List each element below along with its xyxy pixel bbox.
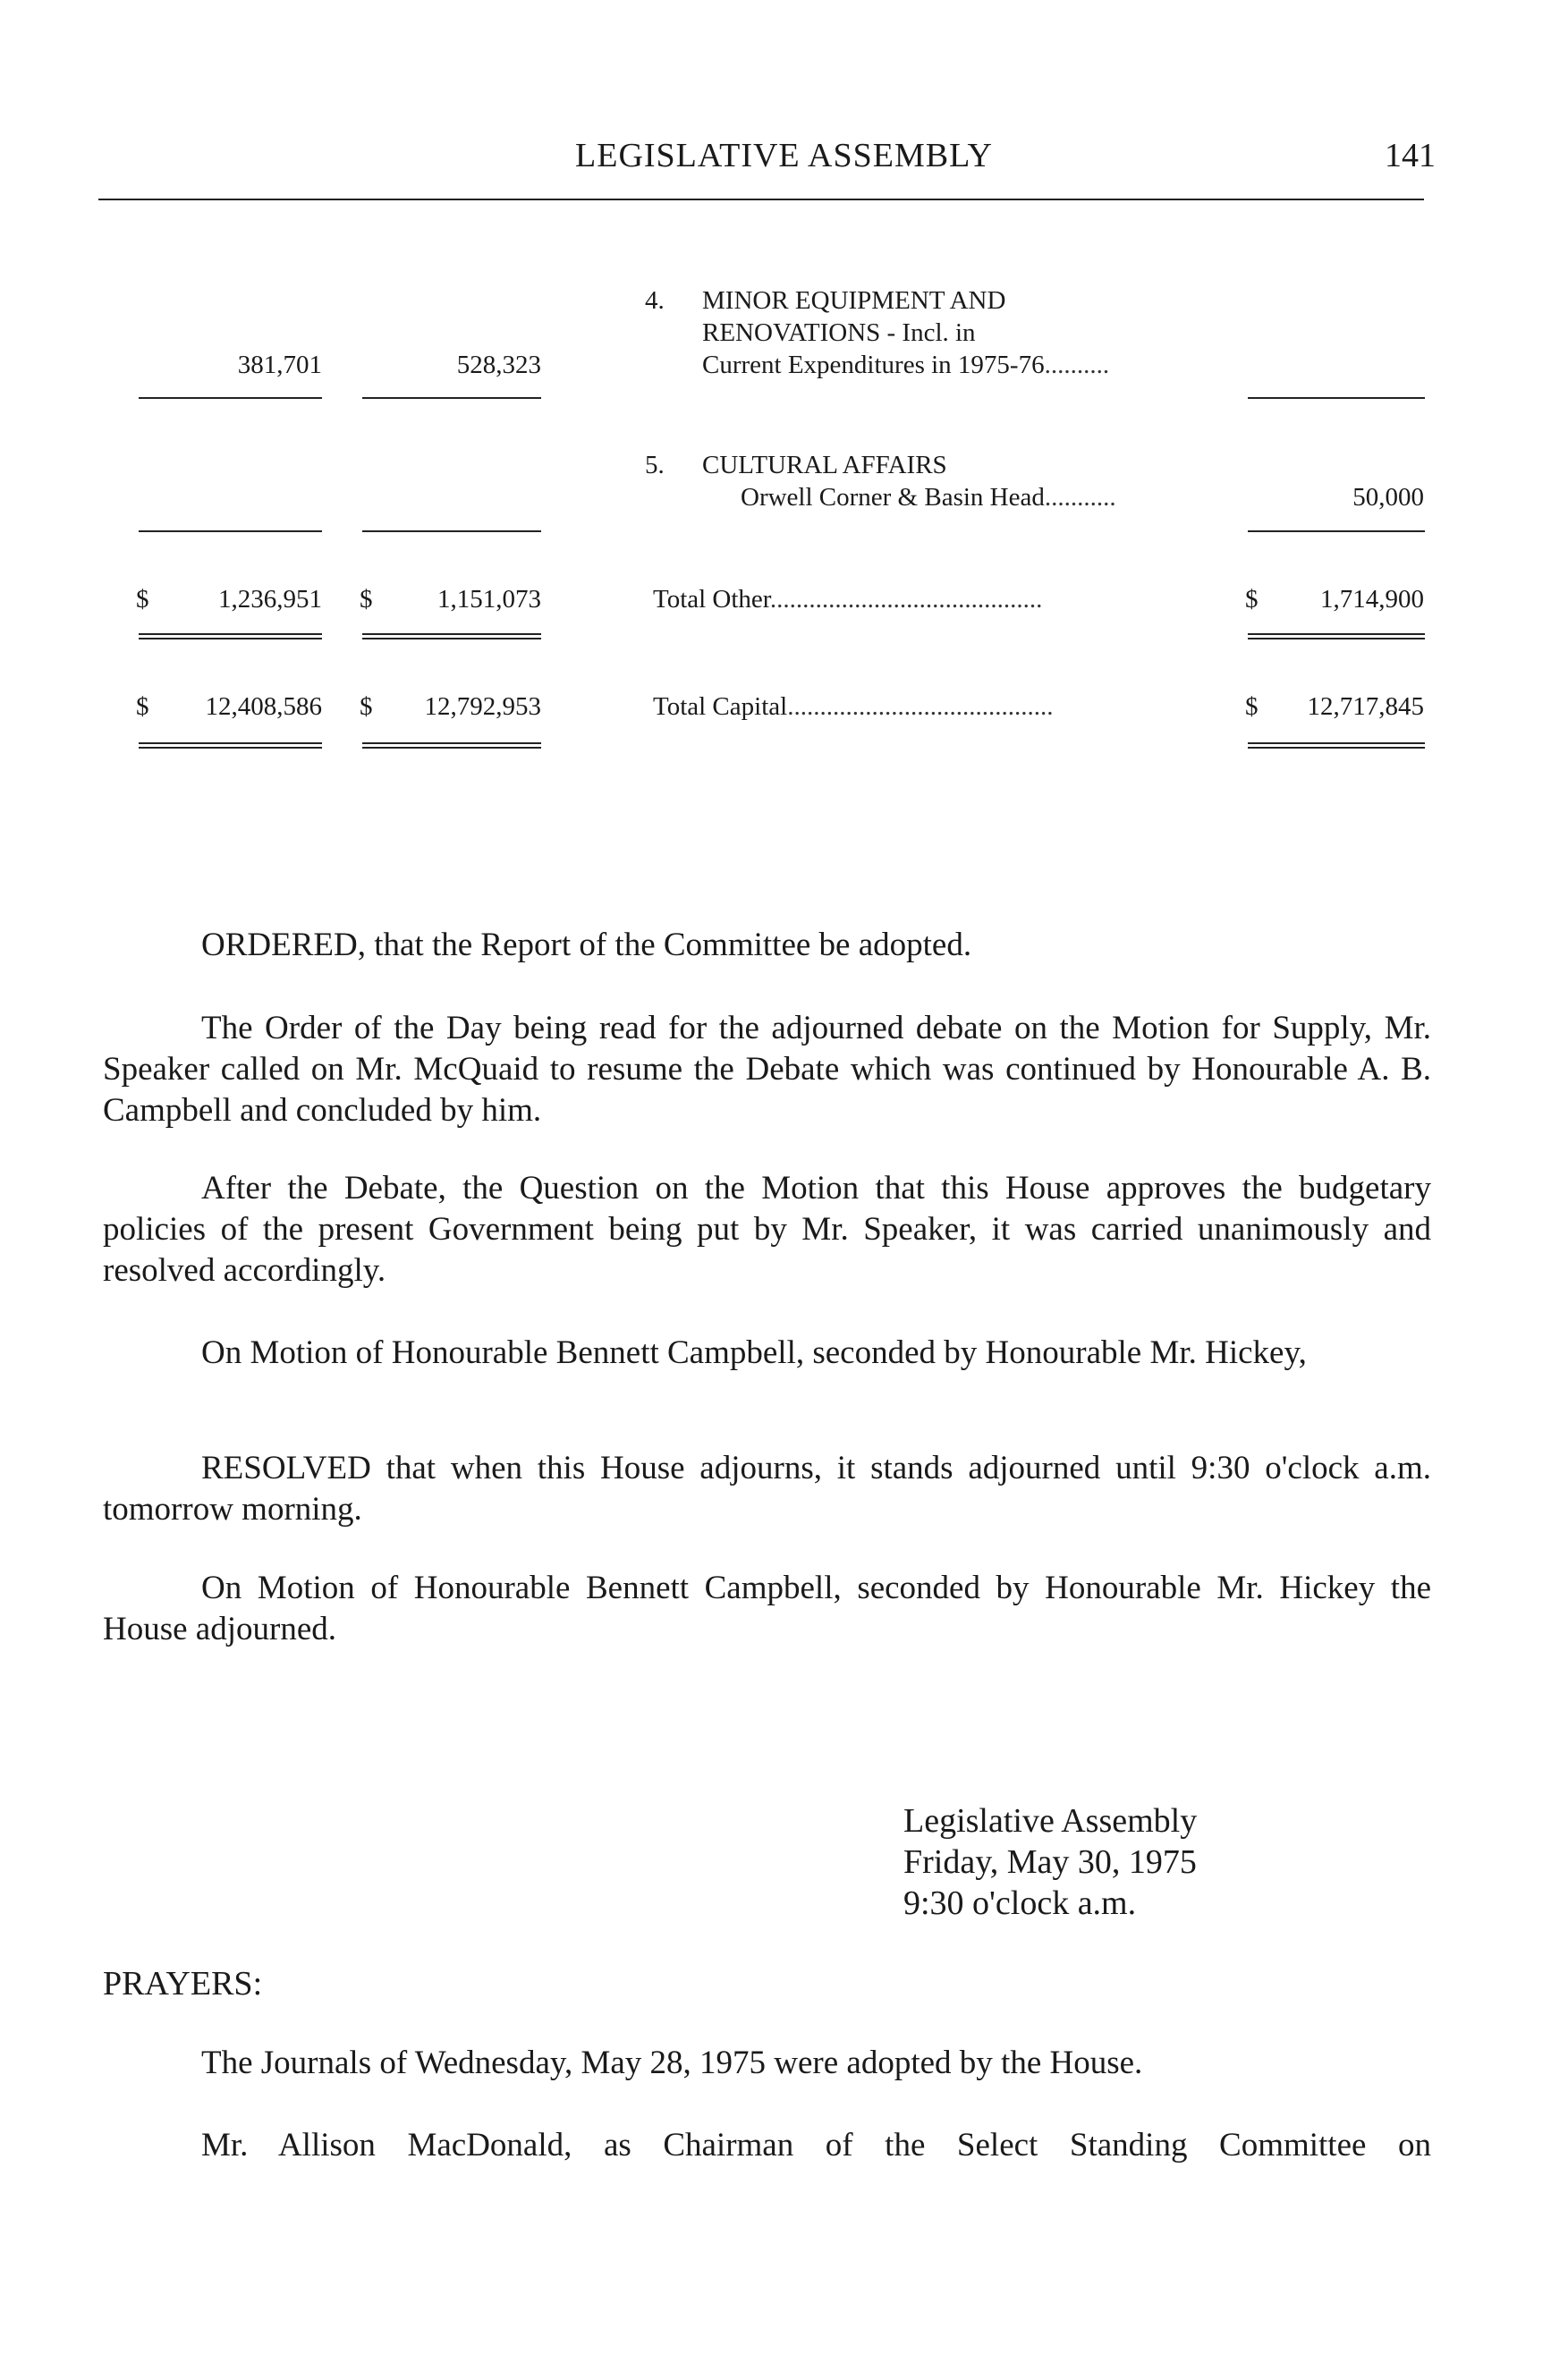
currency-sign: $: [1245, 585, 1259, 614]
item-5-number: 5.: [645, 451, 665, 479]
total-capital-col2: 12,792,953: [424, 692, 541, 721]
item-5-line1: CULTURAL AFFAIRS: [702, 451, 947, 479]
currency-sign: $: [360, 692, 373, 721]
rule-col3: [1248, 397, 1425, 399]
total-capital-label: Total Capital.........................................: [653, 692, 1054, 721]
rule-col1: [139, 397, 322, 399]
item-4-line1: MINOR EQUIPMENT AND: [702, 286, 1006, 315]
total-other-col1: 1,236,951: [218, 585, 322, 614]
paragraph-after-debate: After the Debate, the Question on the Motion that this House approves the budgetary policies of the present Government being put by Mr. Speaker, it was carried unanimously and resolved accordingly.: [103, 1170, 1431, 1289]
total-other-label: Total Other..........................................: [653, 585, 1043, 614]
item-4-col2-value: 528,323: [456, 351, 541, 379]
paragraph-resolved: RESOLVED that when this House adjourns, it stands adjourned until 9:30 o'clock a.m. tomorrow morning.: [103, 1450, 1431, 1528]
page-number: 141: [1385, 137, 1436, 174]
double-rule-col2: [362, 633, 541, 639]
rule-col2: [362, 397, 541, 399]
sitting-date: Friday, May 30, 1975: [903, 1843, 1197, 1881]
double-rule-col3: [1248, 742, 1425, 749]
header-rule: [98, 199, 1424, 200]
currency-sign: $: [1245, 692, 1259, 721]
item-4-number: 4.: [645, 286, 665, 315]
paragraph-order-of-day: The Order of the Day being read for the adjourned debate on the Motion for Supply, Mr. Speaker called on Mr. McQuaid to resume the Debate which was continued by Honourable A. B. Campbell and concluded by him.: [103, 1010, 1431, 1129]
total-capital-col3: 12,717,845: [1307, 692, 1424, 721]
total-other-col2: 1,151,073: [437, 585, 541, 614]
currency-sign: $: [136, 585, 149, 614]
item-4-col1-value: 381,701: [237, 351, 322, 379]
rule-col3: [1248, 530, 1425, 532]
double-rule-col2: [362, 742, 541, 749]
sitting-time: 9:30 o'clock a.m.: [903, 1884, 1137, 1922]
paragraph-journals: The Journals of Wednesday, May 28, 1975 were adopted by the House.: [201, 2045, 1143, 2081]
paragraph-macdonald: Mr. Allison MacDonald, as Chairman of the Select Standing Committee on: [201, 2127, 1431, 2164]
rule-col1: [139, 530, 322, 532]
page-header-title: LEGISLATIVE ASSEMBLY: [575, 137, 993, 174]
item-5-line2: Orwell Corner & Basin Head...........: [741, 483, 1116, 512]
rule-col2: [362, 530, 541, 532]
sitting-place: Legislative Assembly: [903, 1802, 1198, 1840]
item-4-line2: RENOVATIONS - Incl. in: [702, 318, 976, 347]
currency-sign: $: [360, 585, 373, 614]
currency-sign: $: [136, 692, 149, 721]
paragraph-ordered: ORDERED, that the Report of the Committee be adopted.: [201, 927, 972, 963]
double-rule-col1: [139, 742, 322, 749]
prayers-heading: PRAYERS:: [103, 1965, 263, 2003]
paragraph-house-adjourned: On Motion of Honourable Bennett Campbell, seconded by Honourable Mr. Hickey the House adjourned.: [103, 1570, 1431, 1647]
item-4-line3: Current Expenditures in 1975-76..........: [702, 351, 1110, 379]
total-other-col3: 1,714,900: [1320, 585, 1424, 614]
item-5-col3-value: 50,000: [1352, 483, 1424, 512]
paragraph-motion-hickey: On Motion of Honourable Bennett Campbell, seconded by Honourable Mr. Hickey,: [201, 1334, 1307, 1371]
double-rule-col3: [1248, 633, 1425, 639]
double-rule-col1: [139, 633, 322, 639]
total-capital-col1: 12,408,586: [205, 692, 322, 721]
